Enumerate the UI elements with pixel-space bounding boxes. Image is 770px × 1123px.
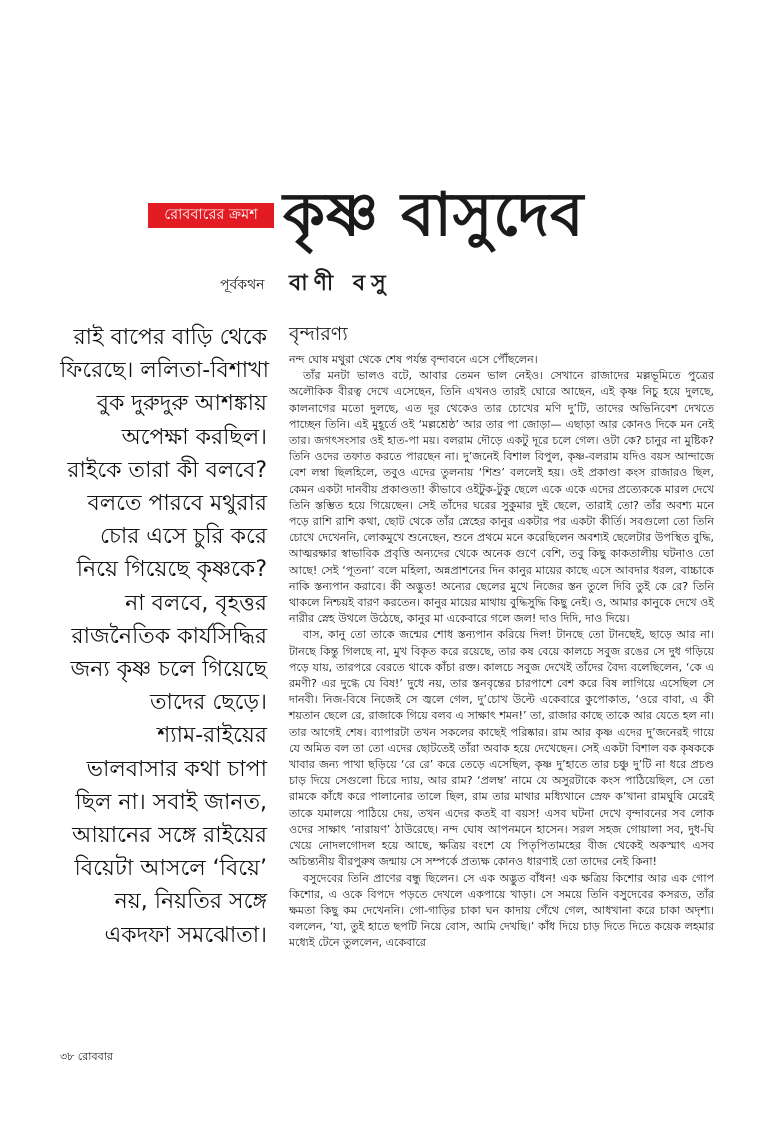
section-heading: বৃন্দারণ্য [289,323,348,345]
pull-quote [60,321,270,952]
pull-quote-line: আয়ানের সঙ্গে রাইয়ের [72,823,267,849]
pull-quote-line: ছিল না। সবাই জানত, [75,789,267,815]
body-paragraph: বসুদেবের তিনি প্রাণের বন্ধু ছিলেন। সে এক অদ্ভুত বাঁধন! এক ক্ষত্রিয় কিশোর আর এক গোপ কিশোর, এ ওকে বিপদে পড়তে দেখলে একপায়ে খাড়া। সে সময়ে তিনি বসুদেবের কসরত, তাঁর ক্ষমতা কিছু কম দেখেননি। গো-গাড়ির চাকা ঘন কাদায় গেঁথে গেল, আধখানা করে চাকা অদৃশ্য। বললেন, ‘যা, তুই হাতে ছপটি নিয়ে বোস, আমি দেখছি।’ কাঁধ দিয়ে চাড় দিতে দিতে কয়েক লহমার মধ্যেই টেনে তুললেন, একেবারে [289,871,714,950]
pull-quote-line: রাই বাপের বাড়ি থেকে [73,325,267,350]
pull-quote-line: না বলবে, বৃহত্তর [125,590,267,616]
pull-quote-line: নিয়ে গিয়েছে কৃষ্ণকে? [76,557,267,583]
pull-quote-line: চোর এসে চুরি করে [100,524,267,550]
pull-quote-line: রাইকে তারা কী বলবে? [67,457,267,483]
pull-quote-line: শ্যাম-রাইয়ের [157,723,267,749]
body-paragraph: নন্দ ঘোষ মথুরা থেকে শেষ পর্যন্ত বৃন্দাবনে এসে পৌঁছলেন। [289,353,538,366]
page-folio: ৩৮ রোববার [60,1050,113,1063]
pull-quote-line: রাজনৈতিক কার্যসিদ্ধির [71,623,267,649]
pull-quote-line: ফিরেছে। ললিতা-বিশাখা [60,358,270,384]
article-title: কৃষ্ণ বাসুদেব [283,180,585,250]
pull-quote-line: একদফা সমঝোতা। [104,922,267,948]
pull-quote-line: তাদের ছেড়ে। [149,690,267,716]
pull-quote-line: বুক দুরুদুরু আশঙ্কায় [96,391,267,417]
author-byline: বাণী বসু [289,271,392,296]
series-tag: রোববারের ক্রমশ [148,203,274,228]
pull-quote-line: জন্য কৃষ্ণ চলে গিয়েছে [70,657,267,683]
article-body [289,352,714,952]
pull-quote-line: ভালবাসার কথা চাপা [86,756,267,782]
pull-quote-line: বিয়েটা আসলে ‘বিয়ে’ [74,856,267,882]
prologue-label: পূর্বকথন [220,277,265,293]
pull-quote-line: বলতে পারবে মথুরার [87,491,267,517]
body-paragraph: বাস, কানু তো তাকে জন্মের শোধ স্তন্যপান করিয়ে দিল! টানছে তো টানছেই, ছাড়ে আর না। টানছে কিন্তু গিলছে না, মুখ বিকৃত করে রয়েছে, তার কষ বেয়ে কালচে সবুজ রঙের সে দুধ গড়িয়ে পড়ে যায়, তারপরে বেরতে থাকে কাঁচা রক্ত। কালচে সবুজ দেখেই তাঁদের বৈদ্য বলেছিলেন, ‘কে এ রমণী? এর দুগ্ধে যে বিষ!’ দুধে নয়, তার স্তনবৃন্তের চারপাশে বেশ করে বিষ লাগিয়ে এসেছিল সে দানবী। নিজ-বিষে নিজেই সে জ্বলে গেল, দু’চোখ উল্টে একেবারে কুপোকাত, ‘ওরে বাবা, এ কী শয়তান ছেলে রে, রাজাকে গিয়ে বলব এ সাক্ষাৎ শমন!’ তা, রাজার কাছে তাকে আর যেতে হল না। তার আগেই শেষ। ব্যাপারটা তখন সকলের কাছেই পরিষ্কার। রাম আর কৃষ্ণ এদের দু’জনেরই গায়ে যে অমিত বল তা তো এদের ছোটতেই তাঁরা অবাক হয়ে দেখেছেন। সেই একটা বিশাল বক কৃষককে খাবার জন্য পাখা ছড়িয়ে ‘রে রে’ করে তেড়ে এসেছিল, কৃষ্ণ দু’হাতে তার চঞ্চু দু’টি না ধরে প্রচণ্ড চাড় দিয়ে সেগুলো চিরে দ্যায়, আর রাম? ‘প্রলম্ব’ নামে যে অসুরটাকে কংস পাঠিয়েছিল, সে তো রামকে কাঁধে করে পালানোর তালে ছিল, রাম তার মাথার মধ্যিখানে স্রেফ ক’খানা রামঘুষি মেরেই তাকে যমালয়ে পাঠিয়ে দেয়, তখন এদের কতই বা বয়স! এসব ঘটনা দেখে বৃন্দাবনের সব লোক ওদের সাক্ষাৎ ‘নারায়ণ’ ঠাউরেছে। নন্দ ঘোষ আপনমনে হাসেন। সরল সহজ গোয়ালা সব, দুধ-ঘি খেয়ে নোদলগোদল হয়ে আছে, ক্ষত্রিয় বংশে যে পিতৃপিতামহের বীজ থেকেই অকস্মাৎ এসব অচিন্ত্যনীয় বীরপুরুষ জন্মায় সে সম্পর্কে প্রত্যক্ষ কোনও ধারণাই তো তাদের নেই কিনা! [289,628,714,869]
body-paragraph: তাঁর মনটা ভালও বটে, আবার তেমন ভাল নেইও। সেখানে রাজাদের মল্লভূমিতে পুত্রের অলৌকিক বীরত্ব দেখে এসেছেন, তিনি এখনও তারই ঘোরে আছেন, এই কৃষ্ণ নিচু হয়ে দুলছে, কালনাগের মতো দুলছে, এত দূর থেকেও তার চোখের মণি দু’টি, তাদের অভিনিবেশ দেখতে পাচ্ছেন তিনি। এই মুহূর্তে ওই ‘মল্লশ্রেষ্ঠ’ আর তার পা জোড়া— এছাড়া আর কোনও দিকে মন নেই তার। জগৎসংসার ওই হাত-পা ময়। বলরাম দৌড়ে একটু দূরে চলে গেল। ওটা কে? চানুর না মুষ্টিক? তিনি ওদের তফাত করতে পারছেন না। দু’জনেই বিশাল বিপুল, কৃষ্ণ-বলরাম যদিও বয়স আন্দাজে বেশ লম্বা ছিলহিলে, তবুও এদের তুলনায় ‘শিশু’ বললেই হয়। ওই প্রকাণ্ডা কংস রাজারও ছিল, কেমন একটা দানবীয় প্রকাণ্ডতা! কীভাবে ওইটুক-টুকু ছেলে একে একে এদের প্রত্যেককে মারল দেখে তিনি স্তম্ভিত হয়ে গিয়েছেন। সেই তাঁদের ঘরের সুকুমার দুই ছেলে, তারাই তো? তাঁর অবশ্য মনে পড়ে রাশি রাশি কথা, ছোট থেকে তাঁর স্নেহের কানুর একটার পর একটা কীর্তি। সবগুলো তো তিনি চোখে দেখেননি, লোকমুখে শুনেছেন, শুনে প্রথমে মনে করেছিলেন অবশ্যই ছেলেটার উপস্থিত বুদ্ধি, আত্মরক্ষার স্বাভাবিক প্রবৃত্তি অন্যদের থেকে অনেক গুণে বেশি, তবু কিছু কাকতালীয় ঘটনাও তো আছে! সেই ‘পূতনা’ বলে মহিলা, অন্নপ্রাশনের দিন কানুর মায়ের কাছে এসে আবদার ধরল, বাচ্চাকে নাকি স্তন্যপান করাবে। কী অদ্ভুত! অন্যের ছেলের মুখে নিজের স্তন তুলে দিবি তুই কে রে? তিনি থাকলে নিশ্চয়ই বারণ করতেন। কানুর মায়ের মাথায় বুদ্ধিসুদ্ধি কিছু নেই। ও, আমার কানুকে দেখে ওই নারীর স্নেহ উথলে উঠেছে, কানুর মা একেবারে গলে জল! দাও দিদি, দাও দিয়ে। [289,369,714,626]
pull-quote-line: নয়, নিয়তির সঙ্গে [114,889,267,915]
pull-quote-line: অপেক্ষা করছিল। [121,424,267,450]
